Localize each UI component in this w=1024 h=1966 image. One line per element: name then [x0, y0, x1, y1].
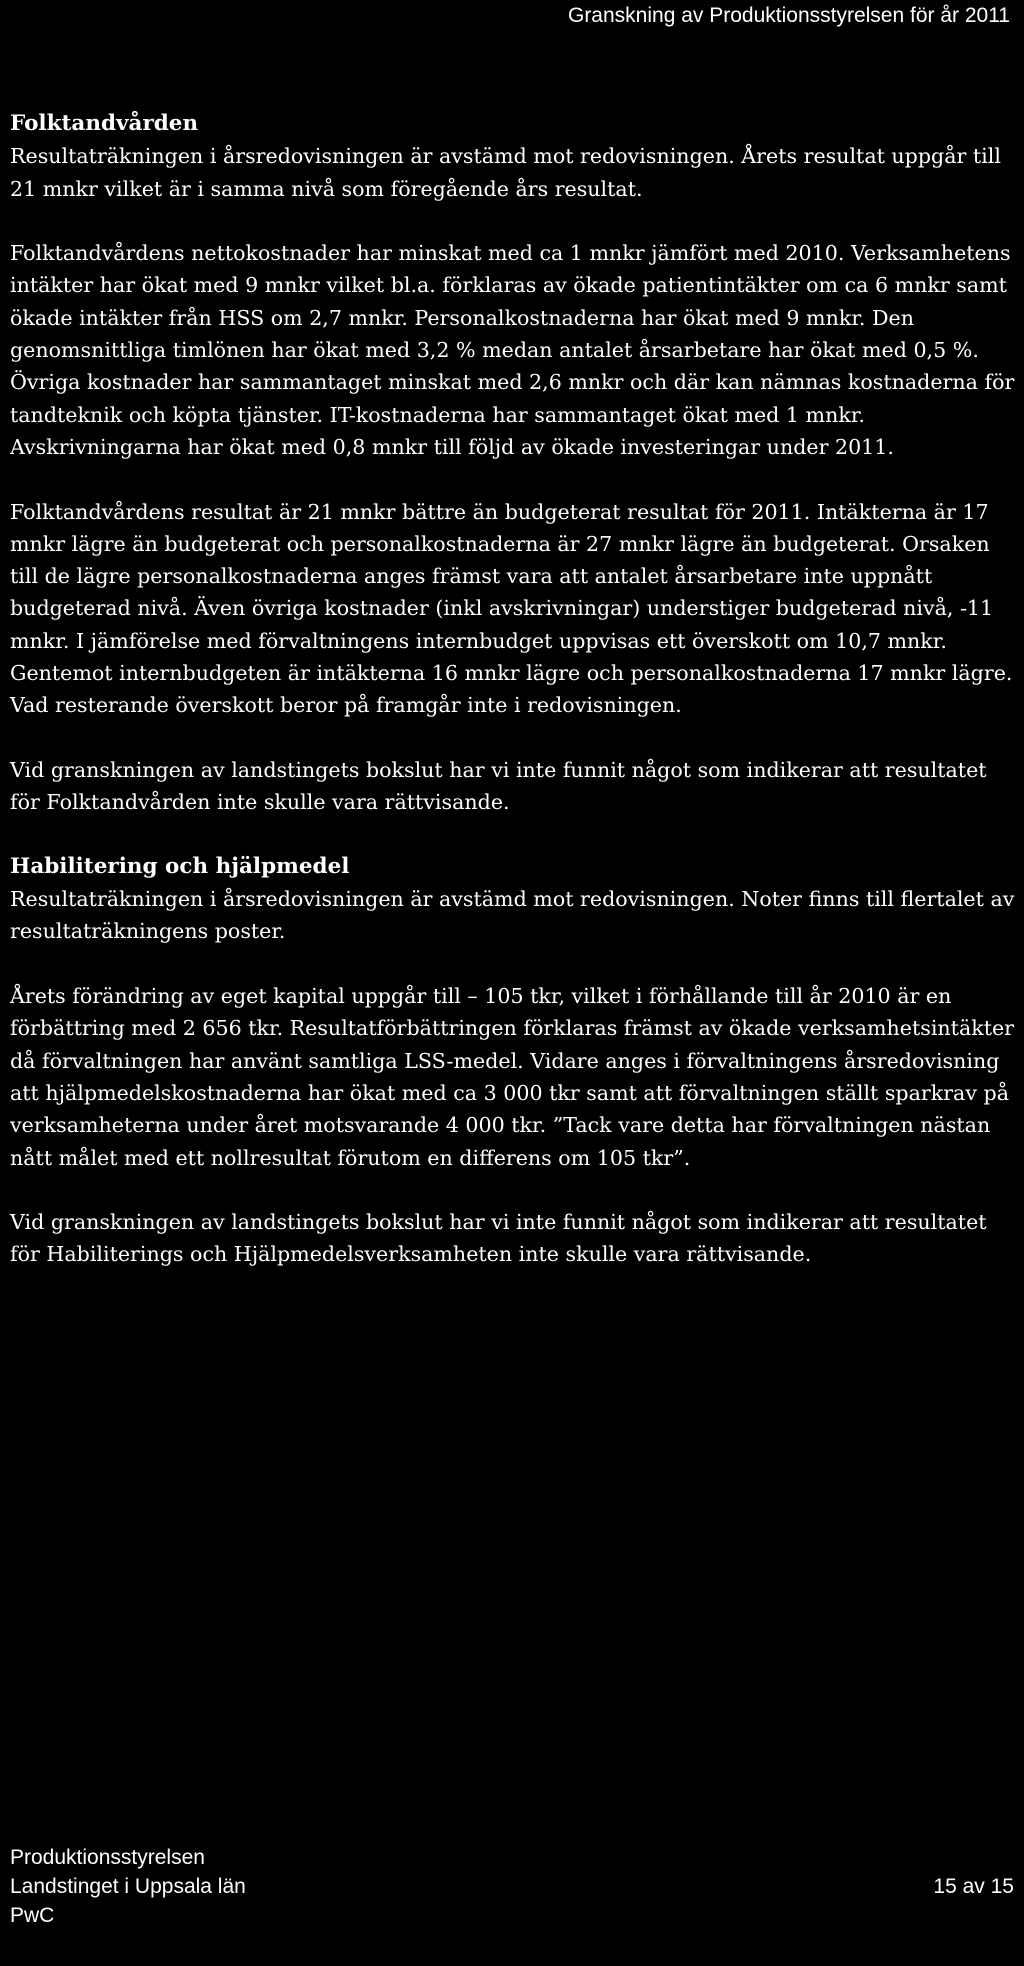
footer-organization: Produktionsstyrelsen: [10, 1846, 205, 1869]
page-footer: [10, 1843, 1014, 1930]
footer-region: Landstinget i Uppsala län: [10, 1875, 246, 1898]
paragraph: Folktandvårdens nettokostnader har minskat med ca 1 mnkr jämfört med 2010. Verksamhetens intäkter har ökat med 9 mnkr vilket bl.a. förklaras av ökade patientintäkter om ca 6 mnkr samt ökade intäkter från HSS om 2,7 mnkr. Personalkostnaderna har ökat med 9 mnkr. Den genomsnittliga timlönen har ökat med 3,2 % medan antalet årsarbetare har ökat med 0,5 %. Övriga kostnader har sammantaget minskat med 2,6 mnkr och där kan nämnas kostnaderna för tandteknik och köpta tjänster. IT-kostnaderna har sammantaget ökat med 1 mnkr. Avskrivningarna har ökat med 0,8 mnkr till följd av ökade investeringar under 2011.: [10, 241, 1015, 459]
section-heading: Folktandvården: [10, 111, 199, 136]
document-body: [10, 108, 1018, 1303]
paragraph: Årets förändring av eget kapital uppgår till – 105 tkr, vilket i förhållande till år 2010 är en förbättring med 2 656 tkr. Resultatförbättringen förklaras främst av ökade verksamhetsintäkter då förvaltningen har använt samtliga LSS-medel. Vidare anges i förvaltningens årsredovisning att hjälpmedelskostnaderna har ökat med ca 3 000 tkr samt att förvaltningen ställt sparkrav på verksamheterna under året motsvarande 4 000 tkr. ”Tack vare detta har förvaltningen nästan nått målet med ett nollresultat förutom en differens om 105 tkr”.: [10, 984, 1015, 1170]
section-heading: Habilitering och hjälpmedel: [10, 853, 350, 879]
footer-firm: PwC: [10, 1904, 55, 1927]
running-header: Granskning av Produktionsstyrelsen för år 2011: [567, 4, 1010, 27]
paragraph: Folktandvårdens resultat är 21 mnkr bättre än budgeterat resultat för 2011. Intäkterna är 17 mnkr lägre än budgeterat och personalkostnaderna är 27 mnkr lägre än budgeterat. Orsaken till de lägre personalkostnaderna anges främst vara att antalet årsarbetare inte uppnått budgeterad nivå. Även övriga kostnader (inkl avskrivningar) understiger budgeterad nivå, -11 mnkr. I jämförelse med förvaltningens internbudget uppvisas ett överskott om 10,7 mnkr. Gentemot internbudgeten är intäkterna 16 mnkr lägre och personalkostnaderna 17 mnkr lägre. Vad resterande överskott beror på framgår inte i redovisningen.: [10, 499, 1013, 718]
paragraph: Vid granskningen av landstingets bokslut har vi inte funnit något som indikerar att resultatet för Folktandvården inte skulle vara rättvisande.: [10, 757, 987, 815]
paragraph: Vid granskningen av landstingets bokslut har vi inte funnit något som indikerar att resultatet för Habiliterings och Hjälpmedelsverksamheten inte skulle vara rättvisande.: [10, 1210, 987, 1267]
paragraph: Resultaträkningen i årsredovisningen är avstämd mot redovisningen. Årets resultat uppgår till 21 mnkr vilket är i samma nivå som föregående års resultat.: [10, 144, 1001, 201]
section-habilitering: [10, 851, 1018, 1271]
section-folktandvarden: [10, 108, 1018, 819]
page-number: 15 av 15: [933, 1875, 1014, 1898]
paragraph: Resultaträkningen i årsredovisningen är avstämd mot redovisningen. Noter finns till flertalet av resultaträkningens poster.: [10, 887, 1015, 944]
